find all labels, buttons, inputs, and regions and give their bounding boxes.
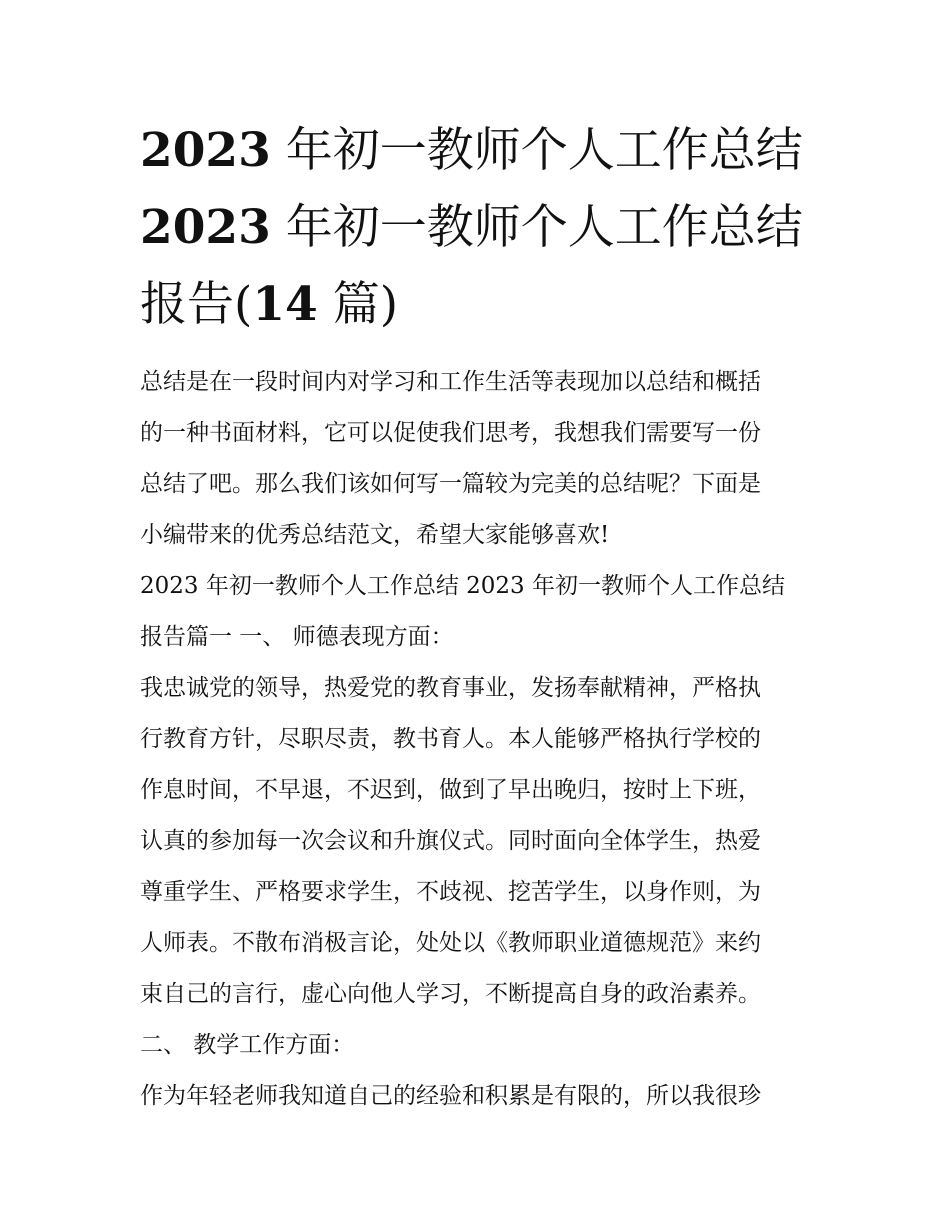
text-line: 的一种书面材料，它可以促使我们思考，我想我们需要写一份 — [140, 420, 761, 446]
document-title — [140, 112, 815, 343]
text-line: 我忠诚党的领导，热爱党的教育事业，发扬奉献精神，严格执 — [140, 675, 761, 701]
text-line: 尊重学生、严格要求学生，不歧视、挖苦学生，以身作则，为 — [140, 879, 761, 905]
text-line: 二、 教学工作方面： — [140, 1032, 355, 1058]
text-line: 2023 年初一教师个人工作总结 2023 年初一教师个人工作总结 — [140, 573, 785, 599]
paragraph-intro — [140, 357, 815, 561]
text-line: 总结了吧。那么我们该如何写一篇较为完美的总结呢？下面是 — [140, 471, 761, 497]
title-line: 2023 年初一教师个人工作总结 — [140, 123, 803, 178]
text-line: 束自己的言行，虚心向他人学习，不断提高自身的政治素养。 — [140, 981, 761, 1007]
title-count: 14 — [252, 277, 318, 332]
title-year: 2023 — [140, 123, 271, 178]
title-line: 2023 年初一教师个人工作总结 — [140, 200, 803, 255]
text-line: 作为年轻老师我知道自己的经验和积累是有限的，所以我很珍 — [140, 1083, 761, 1109]
text-line: 人师表。不散布消极言论，处处以《教师职业道德规范》来约 — [140, 930, 761, 956]
paragraph-ethics — [140, 663, 815, 1020]
paragraph-section-heading — [140, 561, 815, 663]
paragraph-teaching — [140, 1071, 815, 1122]
text-line: 作息时间，不早退，不迟到，做到了早出晚归，按时上下班， — [140, 777, 761, 803]
text-line: 报告篇一 一、 师德表现方面： — [140, 624, 454, 650]
paragraph-teaching-heading — [140, 1020, 815, 1071]
text-line: 总结是在一段时间内对学习和工作生活等表现加以总结和概括 — [140, 369, 761, 395]
text-line: 小编带来的优秀总结范文，希望大家能够喜欢! — [140, 522, 610, 548]
text-line: 认真的参加每一次会议和升旗仪式。同时面向全体学生，热爱 — [140, 828, 761, 854]
title-year: 2023 — [140, 200, 271, 255]
text-line: 行教育方针，尽职尽责，教书育人。本人能够严格执行学校的 — [140, 726, 761, 752]
title-line: 报告(14 篇) — [140, 277, 399, 332]
document-body — [140, 357, 815, 1122]
document-page — [140, 112, 815, 1122]
